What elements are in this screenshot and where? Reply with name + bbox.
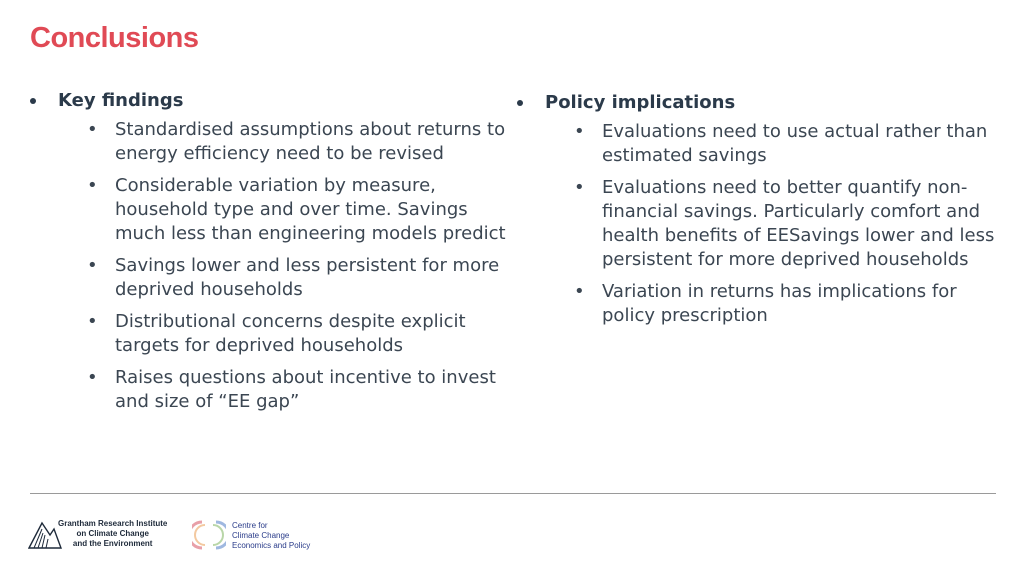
list-item-text: Variation in returns has implications for policy prescription <box>602 281 957 326</box>
bullet-icon: • <box>574 177 585 198</box>
cccep-line-2: Climate Change <box>232 531 290 540</box>
bullet-icon: • <box>87 119 98 140</box>
grantham-line-1: Grantham Research Institute <box>58 519 168 528</box>
policy-implications-heading <box>517 90 1007 116</box>
list-item <box>87 254 510 302</box>
list-item-text: Distributional concerns despite explicit targets for deprived households <box>115 311 466 356</box>
footer-divider <box>30 493 996 494</box>
key-findings-heading-text: Key findings <box>58 90 184 111</box>
policy-implications-list <box>517 120 1007 328</box>
bullet-icon: • <box>574 121 585 142</box>
policy-implications-heading-text: Policy implications <box>545 92 736 113</box>
list-item <box>87 366 510 414</box>
key-findings-list <box>30 118 510 414</box>
cccep-line-3: Economics and Policy <box>232 541 311 550</box>
key-findings-heading <box>30 88 510 114</box>
list-item-text: Raises questions about incentive to invest and size of “EE gap” <box>115 367 496 412</box>
cccep-logo <box>192 519 332 553</box>
key-findings-column <box>30 88 510 422</box>
list-item-text: Evaluations need to better quantify non-financial savings. Particularly comfort and health benefits of EESavings lower and less persistent for more deprived households <box>602 177 995 270</box>
bullet-icon: • <box>87 175 98 196</box>
policy-implications-column <box>517 90 1007 336</box>
grantham-logo-text <box>58 519 167 549</box>
cccep-circle-icon <box>192 519 226 551</box>
list-item-text: Considerable variation by measure, household type and over time. Savings much less than engineering models predict <box>115 175 506 244</box>
list-item <box>87 310 510 358</box>
grantham-logo <box>28 519 178 553</box>
bullet-icon: • <box>87 367 98 388</box>
bullet-dot-icon <box>30 98 36 104</box>
list-item-text: Savings lower and less persistent for more deprived households <box>115 255 500 300</box>
grantham-line-3: and the Environment <box>72 539 153 548</box>
list-item <box>574 280 1007 328</box>
grantham-mountain-icon <box>28 519 62 549</box>
list-item-text: Evaluations need to use actual rather than estimated savings <box>602 121 988 166</box>
list-item <box>574 176 1007 272</box>
cccep-line-1: Centre for <box>232 521 268 530</box>
grantham-line-2: on Climate Change <box>76 529 149 538</box>
list-item <box>574 120 1007 168</box>
bullet-icon: • <box>87 255 98 276</box>
bullet-icon: • <box>87 311 98 332</box>
cccep-logo-text <box>232 521 310 551</box>
list-item <box>87 174 510 246</box>
bullet-dot-icon <box>517 100 523 106</box>
page-title: Conclusions <box>30 22 199 54</box>
list-item-text: Standardised assumptions about returns to energy efficiency need to be revised <box>115 119 506 164</box>
list-item <box>87 118 510 166</box>
bullet-icon: • <box>574 281 585 302</box>
